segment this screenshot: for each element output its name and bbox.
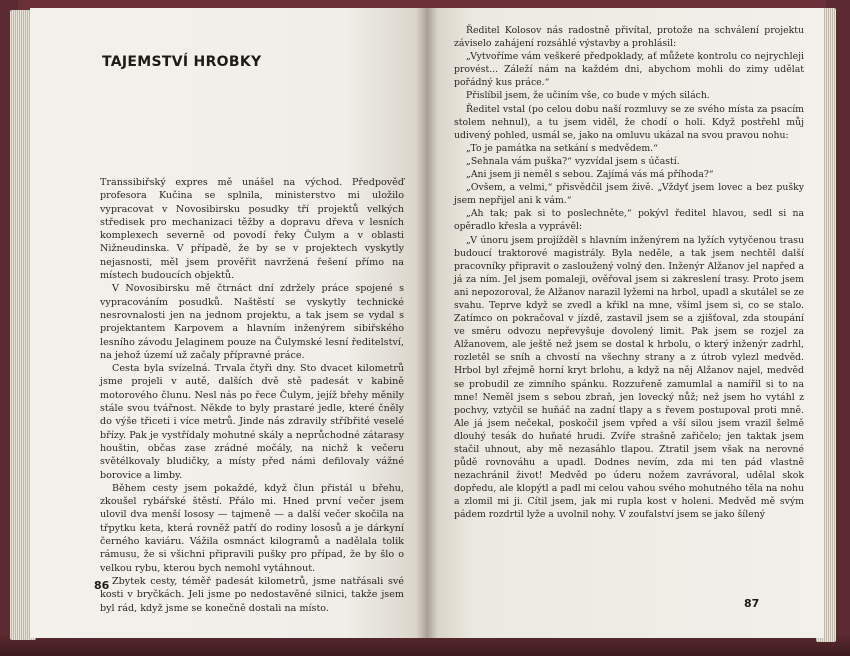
paragraph: „Vytvoříme vám veškeré předpoklady, ať můžete kontrolu co nejrychleji provést... Záleží nám na každém dni, abychom mohli do zimy udělat pořádný kus práce.“: [454, 51, 804, 89]
paragraph: Během cesty jsem pokaždé, když člun přistál u břehu, zkoušel rybářské štěstí. Přálo mi. Hned první večer jsem ulovil dva menší lososy — tajmeně — a další večer skočila na třpytku keta, která rovněž patří do rodiny lososů a je dárkyní černého kaviáru. Vážila osmnáct kilogramů a nadělala tolik rámusu, že si všichni připravili pušky pro případ, že by šlo o velkou rybu, kterou bych nemohl vytáhnout.: [100, 482, 404, 574]
paragraph: „Sehnala vám puška?“ vyzvídal jsem s účastí.: [466, 155, 680, 167]
book-gutter-shadow: [416, 8, 438, 638]
paragraph: „To je památka na setkání s medvědem.“: [466, 142, 658, 154]
paragraph: „V únoru jsem projížděl s hlavním inženýrem na lyžích vytyčenou trasu budoucí traktorové magistrály. Byla neděle, a tak jsem nechtěl další pracovníky připravit o zasloužený volný den. Inženýr Alžanov jel napřed a já za ním. Jel jsem pomaleji, ověřoval jsem si zakreslení trasy. Proto jsem ani nepozoroval, že Alžanov narazil lyžemi na hrbol, upadl a skutálel se ze svahu. Teprve když se zvedl a křikl na mne, všiml jsem si, co se stalo. Zatímco on pokračoval v jízdě, zastavil jsem se a zjišťoval, zda stoupání ve směru odvozu nepřevyšuje dovolený limit. Pak jsem se rozjel za Alžanovem, ale ještě než jsem se dostal k hrbolu, o který inženýr zadrhl, rozletěl se sníh a chvostí na všechny strany a z útrob vylezl medvěd. Hrbol byl zřejmě horní kryt brlohu, a když na něj Alžanov najel, medvěd se probudil ze zimního spánku. Rozzuřeně zamumlal a namířil si to na mne! Neměl jsem s sebou zbraň, jen lovecký nůž; než jsem ho vytáhl z pochvy, vztyčil se huňáč na zadní tlapy a s řevem postupoval proti mně. Ale já jsem nečekal, poskočil jsem vpřed a vší silou jsem vrazil šelmě dlouhý tesák do huňaté hrudi. Zvíře strašně zařičelo; jen taktak jsem stačil uhnout, aby mě nezasáhlo tlapou. Ztratil jsem však na nerovné půdě rovnováhu a upadl. Dodnes nevím, zda mi ten pád vlastně nezachránil život! Medvěd po úderu nožem zavrávoral, udělal skok dopředu, ale klopýtl a padl mi celou vahou svého mohutného těla na nohu a zlomil mi ji. Cítil jsem, jak mi rupla kost v holeni. Medvěd mě svým pádem rozdrtil lyže a uvolnil nohy. V zoufalství jsem se jako šílený: [454, 234, 804, 521]
paragraph: Cesta byla svízelná. Trvala čtyři dny. Sto dvacet kilometrů jsme projeli v autě, dalších dvě stě padesát v kabině motorového člunu. Nesl nás po řece Čulym, jejíž břehy měnily stále svou tvářnost. Někde to byly prastaré jedle, které čněly do výše třiceti i více metrů. Jinde nás zdravily stříbřité veselé břízy. Pak je vystřídaly mohutné skály a neprůchodné zátarasy houštin, občas zase zrádné močály, na nichž k večeru světélkovaly bludičky, a místy před námi defilovaly vážné borovice a limby.: [100, 363, 404, 481]
left-page-text: [100, 176, 404, 615]
right-page-text: [454, 24, 804, 522]
paragraph: „Ah tak; pak si to poslechněte,“ pokývl ředitel hlavou, sedl si na opěradlo křesla a vyprávěl:: [454, 208, 804, 233]
paragraph: Přislíbil jsem, že učiním vše, co bude v mých silách.: [466, 90, 710, 102]
paragraph: Transsibiřský expres mě unášel na východ. Předpověď profesora Kučina se splnila, ministerstvo mi uložilo vypracovat v Novosibirsku posudky tří projektů velkých středisek pro mechanizaci těžby a dopravu dřeva v lesních komplexech severně od povodí řeky Čulym a v oblasti Nižneudinska. V případě, že by se v projektech vyskytly nejasnosti, měl jsem prověřit navržená řešení přímo na místech budoucích objektů.: [100, 177, 404, 282]
chapter-title: TAJEMSTVÍ HROBKY: [102, 54, 262, 70]
paragraph: Zbytek cesty, téměř padesát kilometrů, jsme natřásali své kosti v bryčkách. Jeli jsme po nedostavěné silnici, takže jsem byl rád, když jsme se konečně dostali na místo.: [100, 575, 404, 614]
paragraph: Ředitel Kolosov nás radostně přivítal, protože na schválení projektu záviselo zahájení rozsáhlé výstavby a prohlásil:: [454, 25, 804, 50]
right-page: [426, 8, 824, 638]
left-page: [30, 8, 426, 638]
paragraph: Ředitel vstal (po celou dobu naší rozmluvy se ze svého místa za psacím stolem nehnul), a tu jsem viděl, že chodí o holi. Když postřehl můj udivený pohled, usmál se, jako na omluvu ukázal na svou pravou nohu:: [454, 103, 804, 141]
paragraph: V Novosibirsku mě čtrnáct dní zdržely práce spojené s vypracováním posudků. Naštěstí se vyskytly technické nesrovnalosti jen na jednom projektu, a tak jsem se vydal s projektantem Karpovem a hlavním inženýrem sibiřského lesního závodu Jelaginem pouze na Čulymské lesní ředitelství, na jehož území už začaly přípravné práce.: [100, 283, 404, 361]
page-number-right: 87: [744, 597, 760, 610]
paragraph: „Ani jsem ji neměl s sebou. Zajímá vás má příhoda?“: [466, 169, 714, 181]
paragraph: „Ovšem, a velmi,“ přisvědčil jsem živě. „Vždyť jsem lovec a bez pušky jsem nepřijel ani k vám.“: [454, 182, 804, 207]
page-number-left: 86: [94, 579, 110, 592]
